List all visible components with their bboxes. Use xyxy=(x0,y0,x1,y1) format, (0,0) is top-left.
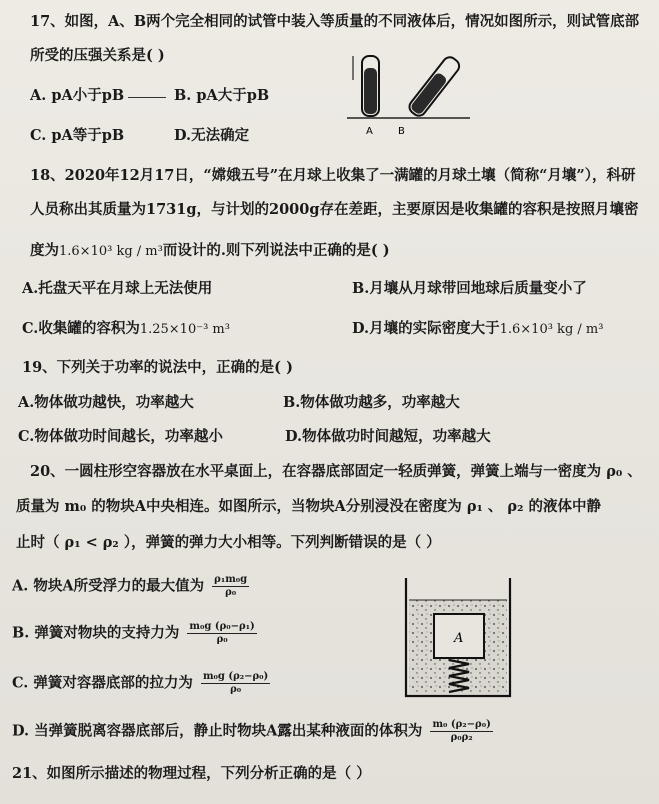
q20-option-b-text: B. 弹簧对物块的支持力为 xyxy=(12,624,180,642)
q19-option-b: B.物体做功越多，功率越大 xyxy=(283,394,460,411)
q20-option-c-numerator: m₀g (ρ₂−ρ₀) xyxy=(202,671,269,682)
q20-option-c xyxy=(12,671,273,696)
q17-option-b: B. pA大于pB xyxy=(174,87,270,104)
q20-stem-line2: 质量为 m₀ 的物块A中央相连。如图所示，当物块A分别浸没在密度为 ρ₁ 、 ρ₂ 的液体中静 xyxy=(16,498,601,515)
q20-option-d xyxy=(12,719,496,744)
q17-tube-b-liquid xyxy=(409,71,448,115)
q20-option-d-fraction xyxy=(430,719,492,744)
q18-option-c-text: C.收集罐的容积为 xyxy=(22,320,140,337)
q20-option-d-text: D. 当弹簧脱离容器底部后，静止时物块A露出某种液面的体积为 xyxy=(12,722,423,740)
q19-stem: 19、下列关于功率的说法中，正确的是( ) xyxy=(22,359,293,376)
q20-option-c-fraction xyxy=(201,671,270,696)
q20-option-c-denominator: ρ₀ xyxy=(230,684,242,695)
q19-option-c: C.物体做功时间越长，功率越小 xyxy=(18,428,223,445)
q17-option-a: A. pA小于pB xyxy=(30,87,125,104)
q20-option-b-fraction xyxy=(187,621,256,646)
q17-tube-b xyxy=(407,54,462,118)
q20-option-b-denominator: ρ₀ xyxy=(216,634,228,645)
q20-stem-line3: 止时（ ρ₁ < ρ₂ ），弹簧的弹力大小相等。下列判断错误的是（ ） xyxy=(16,534,441,551)
q18-option-d xyxy=(352,319,603,340)
q17-label-b: B xyxy=(398,126,405,137)
q17-tube-a-liquid xyxy=(364,68,377,114)
q17-option-c: C. pA等于pB xyxy=(30,127,125,144)
q20-option-a-fraction xyxy=(212,574,249,599)
q18-option-d-text: D.月壤的实际密度大于 xyxy=(352,320,500,337)
q18-stem-line2: 人员称出其质量为1731g，与计划的2000g存在差距，主要原因是收集罐的容积是按照月壤密 xyxy=(30,201,639,218)
q20-option-a-numerator: ρ₁m₀g xyxy=(214,574,248,585)
q20-stem-line1: 20、一圆柱形空容器放在水平桌面上，在容器底部固定一轻质弹簧，弹簧上端与一密度为 ρ₀ 、 xyxy=(30,463,642,480)
q20-option-b-numerator: m₀g (ρ₀−ρ₁) xyxy=(189,621,255,632)
q17-stem-line2: 所受的压强关系是( ) xyxy=(30,47,165,64)
q18-stem-line1: 18、2020年12月17日，“嫦娥五号”在月球上收集了一满罐的月球土壤（简称“月壤”），科研 xyxy=(30,167,636,184)
q20-option-a-denominator: ρ₀ xyxy=(225,587,237,598)
q20-option-d-denominator: ρ₀ρ₂ xyxy=(450,732,473,743)
q18-stem-line3 xyxy=(30,241,390,262)
q18-option-c xyxy=(22,319,230,340)
q18-stem-line3-suffix: 而设计的.则下列说法中正确的是( ) xyxy=(162,242,390,259)
q20-container-figure xyxy=(402,576,514,700)
q20-option-a-text: A. 物块A所受浮力的最大值为 xyxy=(12,577,205,595)
q20-block-label: A xyxy=(454,631,464,646)
q18-option-b: B.月壤从月球带回地球后质量变小了 xyxy=(352,280,587,297)
q17-test-tubes-figure xyxy=(345,52,475,142)
q20-option-a xyxy=(12,574,252,599)
q17-blank-line xyxy=(128,97,166,98)
q18-option-c-value: 1.25×10⁻³ m³ xyxy=(139,322,230,337)
q17-label-a: A xyxy=(366,126,373,137)
q18-option-d-value: 1.6×10³ kg / m³ xyxy=(499,322,604,337)
q20-option-d-numerator: m₀ (ρ₂−ρ₀) xyxy=(432,719,491,730)
q18-stem-line3-prefix: 度为 xyxy=(30,242,59,259)
q20-option-b xyxy=(12,621,260,646)
q21-stem: 21、如图所示描述的物理过程，下列分析正确的是（ ） xyxy=(12,765,371,782)
q18-density-value: 1.6×10³ kg / m³ xyxy=(59,244,163,259)
q19-option-d: D.物体做功时间越短，功率越大 xyxy=(285,428,491,445)
q20-option-c-text: C. 弹簧对容器底部的拉力为 xyxy=(12,674,193,692)
q17-option-d: D.无法确定 xyxy=(174,127,250,144)
q18-option-a: A.托盘天平在月球上无法使用 xyxy=(22,280,213,297)
q17-stem-line1: 17、如图，A、B两个完全相同的试管中装入等质量的不同液体后，情况如图所示，则试管底部 xyxy=(30,13,640,30)
q19-option-a: A.物体做功越快，功率越大 xyxy=(18,394,194,411)
